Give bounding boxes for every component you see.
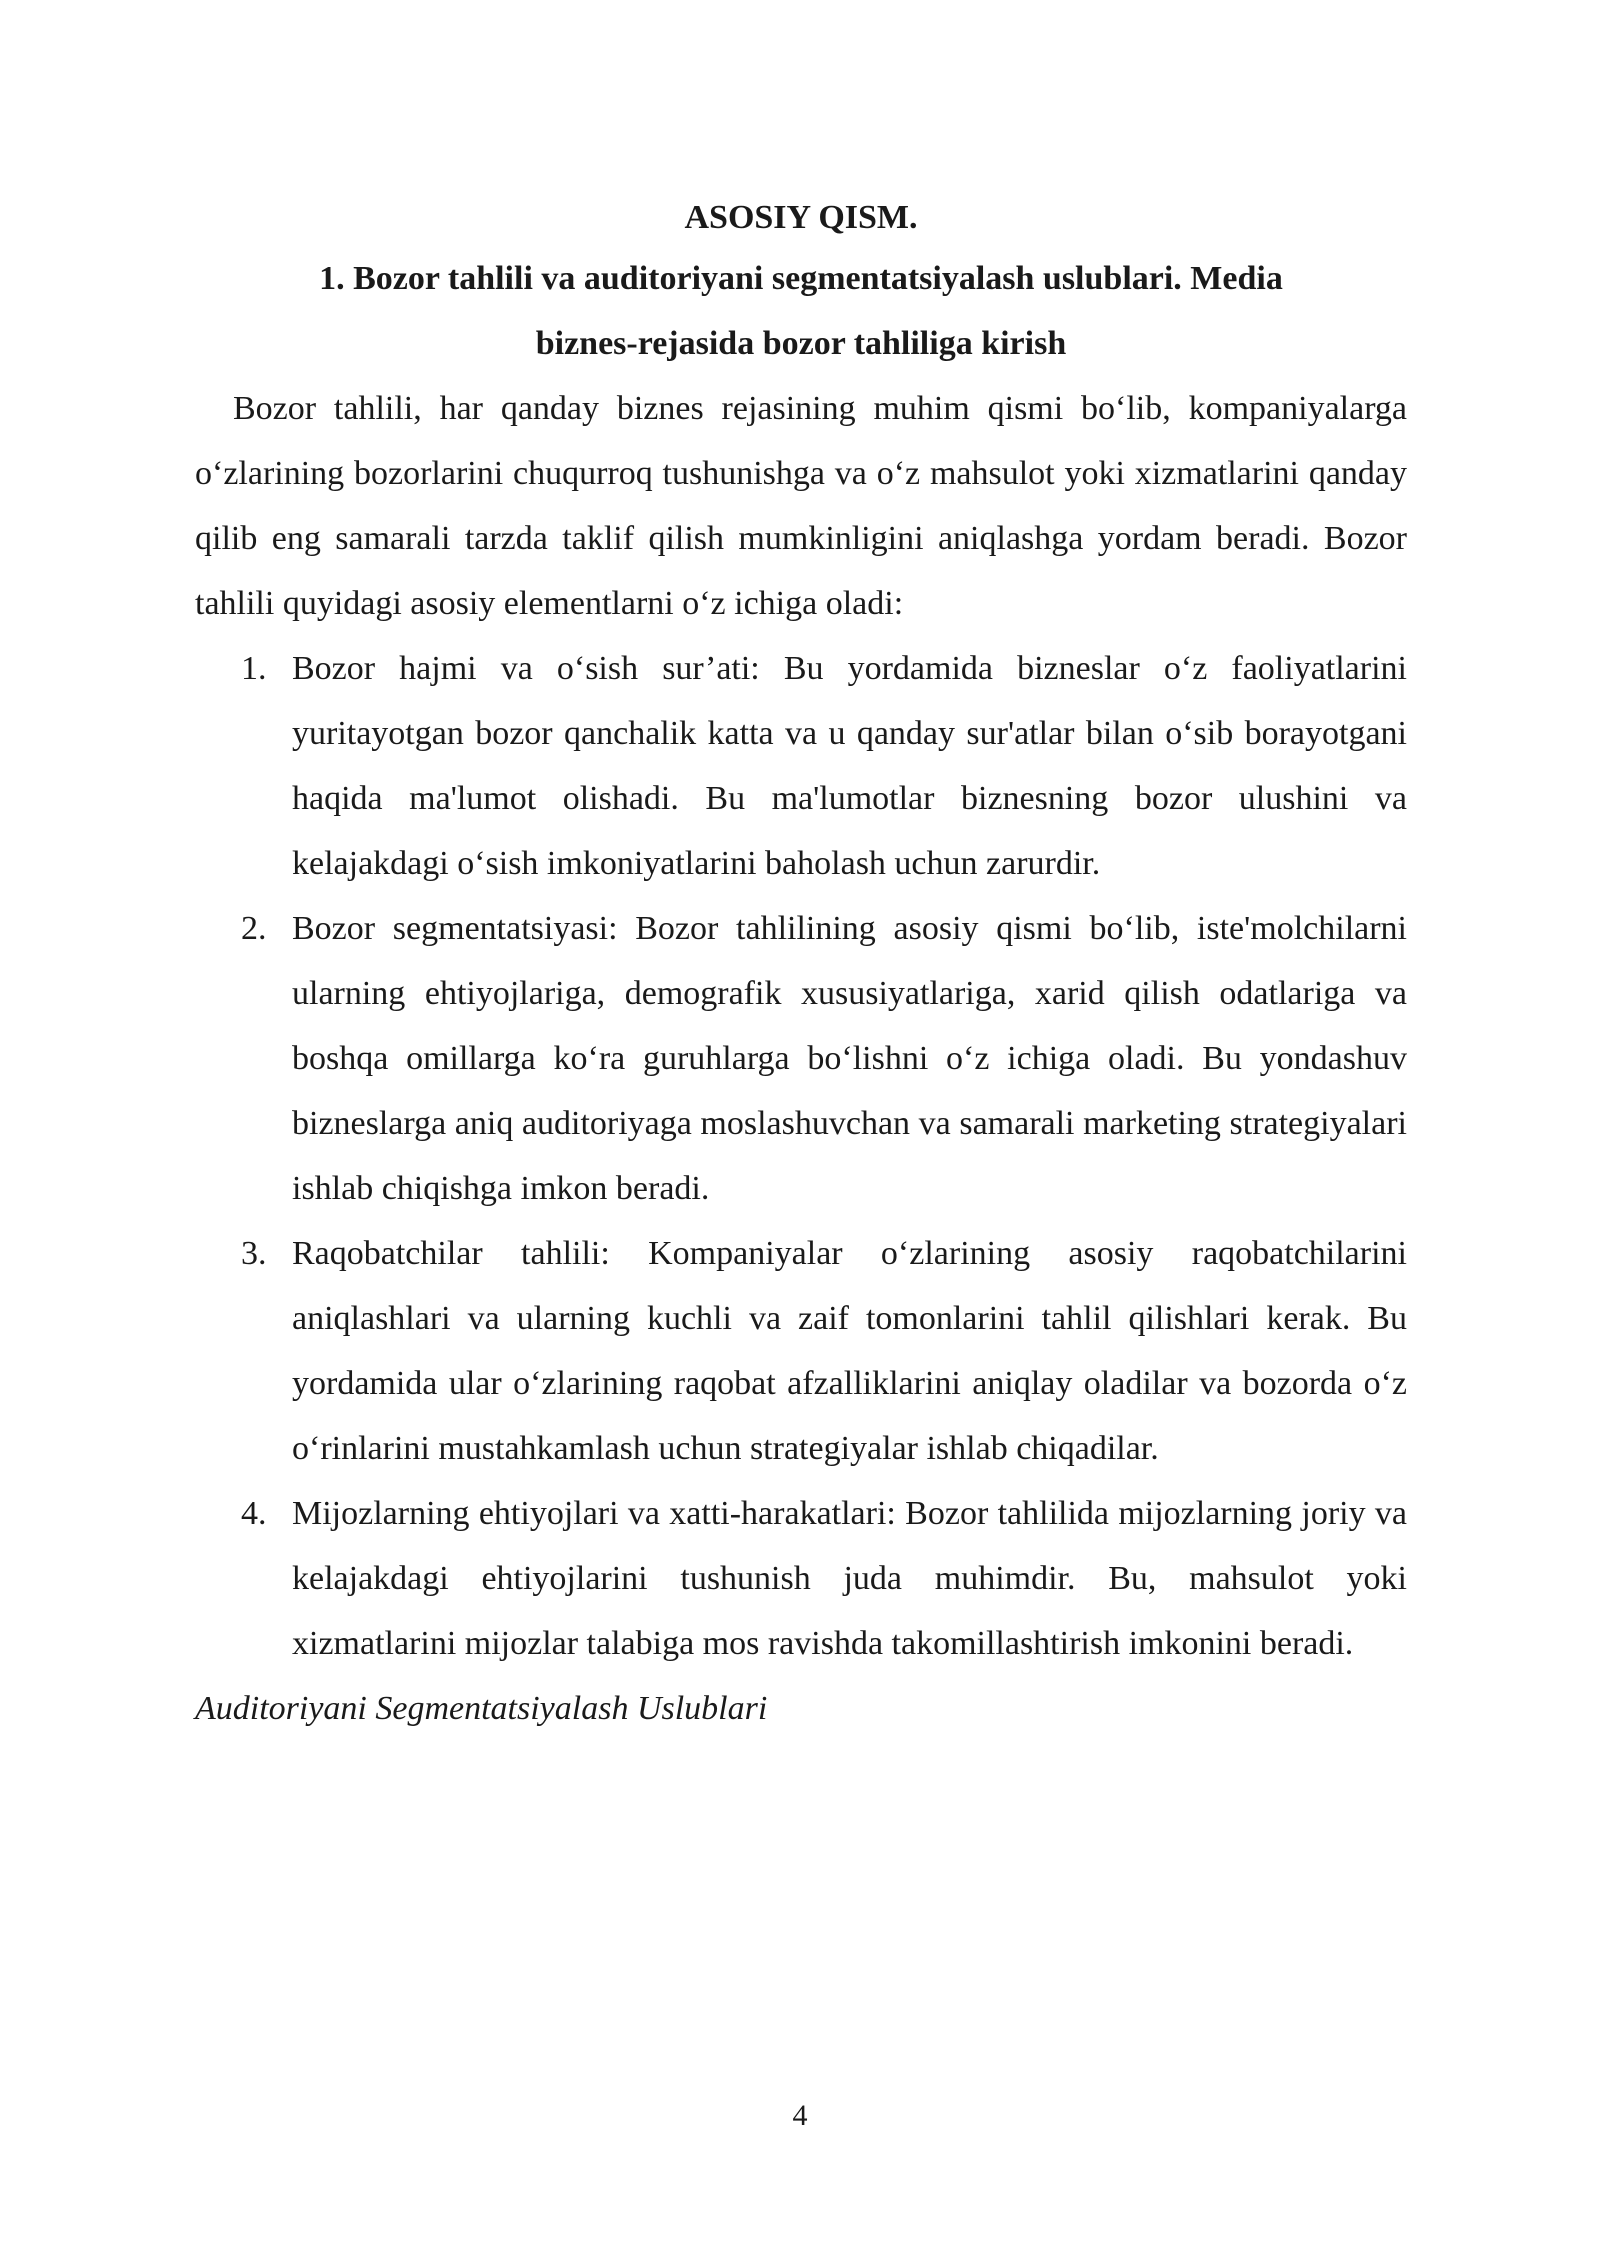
intro-paragraph: Bozor tahlili, har qanday biznes rejasining muhim qismi bo‘lib, kompaniyalarga o‘zlarining bozorlarini chuqurroq tushunishga va o‘z mahsulot yoki xizmatlarini qanday qilib eng samarali tarzda taklif qilish mumkinligini aniqlashga yordam beradi. Bozor tahlili quyidagi asosiy elementlarni o‘z ichiga oladi: <box>195 390 1407 622</box>
section-heading-line-1: 1. Bozor tahlili va auditoriyani segmentatsiyalash uslublari. Media <box>319 260 1283 297</box>
list-item <box>195 896 1407 1221</box>
numbered-list <box>195 636 1407 1676</box>
list-item-number: 2. <box>241 910 267 947</box>
subheading: Auditoriyani Segmentatsiyalash Uslublari <box>195 1690 768 1727</box>
section-heading <box>195 246 1407 376</box>
list-item-number: 4. <box>241 1495 267 1532</box>
section-heading-line-2: biznes-rejasida bozor tahliliga kirish <box>535 325 1067 362</box>
list-item <box>195 1221 1407 1481</box>
list-item <box>195 1481 1407 1676</box>
list-item-text: Bozor segmentatsiyasi: Bozor tahlilining asosiy qismi bo‘lib, iste'molchilarni ularning ehtiyojlariga, demografik xususiyatlariga, xarid qilish odatlariga va boshqa omillarga ko‘ra guruhlarga bo‘lishni o‘z ichiga oladi. Bu yondashuv bizneslarga aniq auditoriyaga moslashuvchan va samarali marketing strategiyalari ishlab chiqishga imkon beradi. <box>292 910 1407 1207</box>
list-item <box>195 636 1407 896</box>
main-heading: ASOSIY QISM. <box>684 199 918 236</box>
page-content <box>195 190 1407 1741</box>
list-item-number: 1. <box>241 650 267 687</box>
page-number: 4 <box>792 2099 808 2132</box>
list-item-text: Raqobatchilar tahlili: Kompaniyalar o‘zlarining asosiy raqobatchilarini aniqlashlari va ularning kuchli va zaif tomonlarini tahlil qilishlari kerak. Bu yordamida ular o‘zlarining raqobat afzalliklarini aniqlay oladilar va bozorda o‘z o‘rinlarini mustahkamlash uchun strategiyalar ishlab chiqadilar. <box>292 1235 1407 1467</box>
list-item-text: Bozor hajmi va o‘sish sur’ati: Bu yordamida bizneslar o‘z faoliyatlarini yuritayotgan bozor qanchalik katta va u qanday sur'atlar bilan o‘sib borayotgani haqida ma'lumot olishadi. Bu ma'lumotlar biznesning bozor ulushini va kelajakdagi o‘sish imkoniyatlarini baholash uchun zarurdir. <box>292 650 1407 882</box>
list-item-number: 3. <box>241 1235 267 1272</box>
list-item-text: Mijozlarning ehtiyojlari va xatti-harakatlari: Bozor tahlilida mijozlarning joriy va kelajakdagi ehtiyojlarini tushunish juda muhimdir. Bu, mahsulot yoki xizmatlarini mijozlar talabiga mos ravishda takomillashtirish imkonini beradi. <box>292 1495 1407 1662</box>
